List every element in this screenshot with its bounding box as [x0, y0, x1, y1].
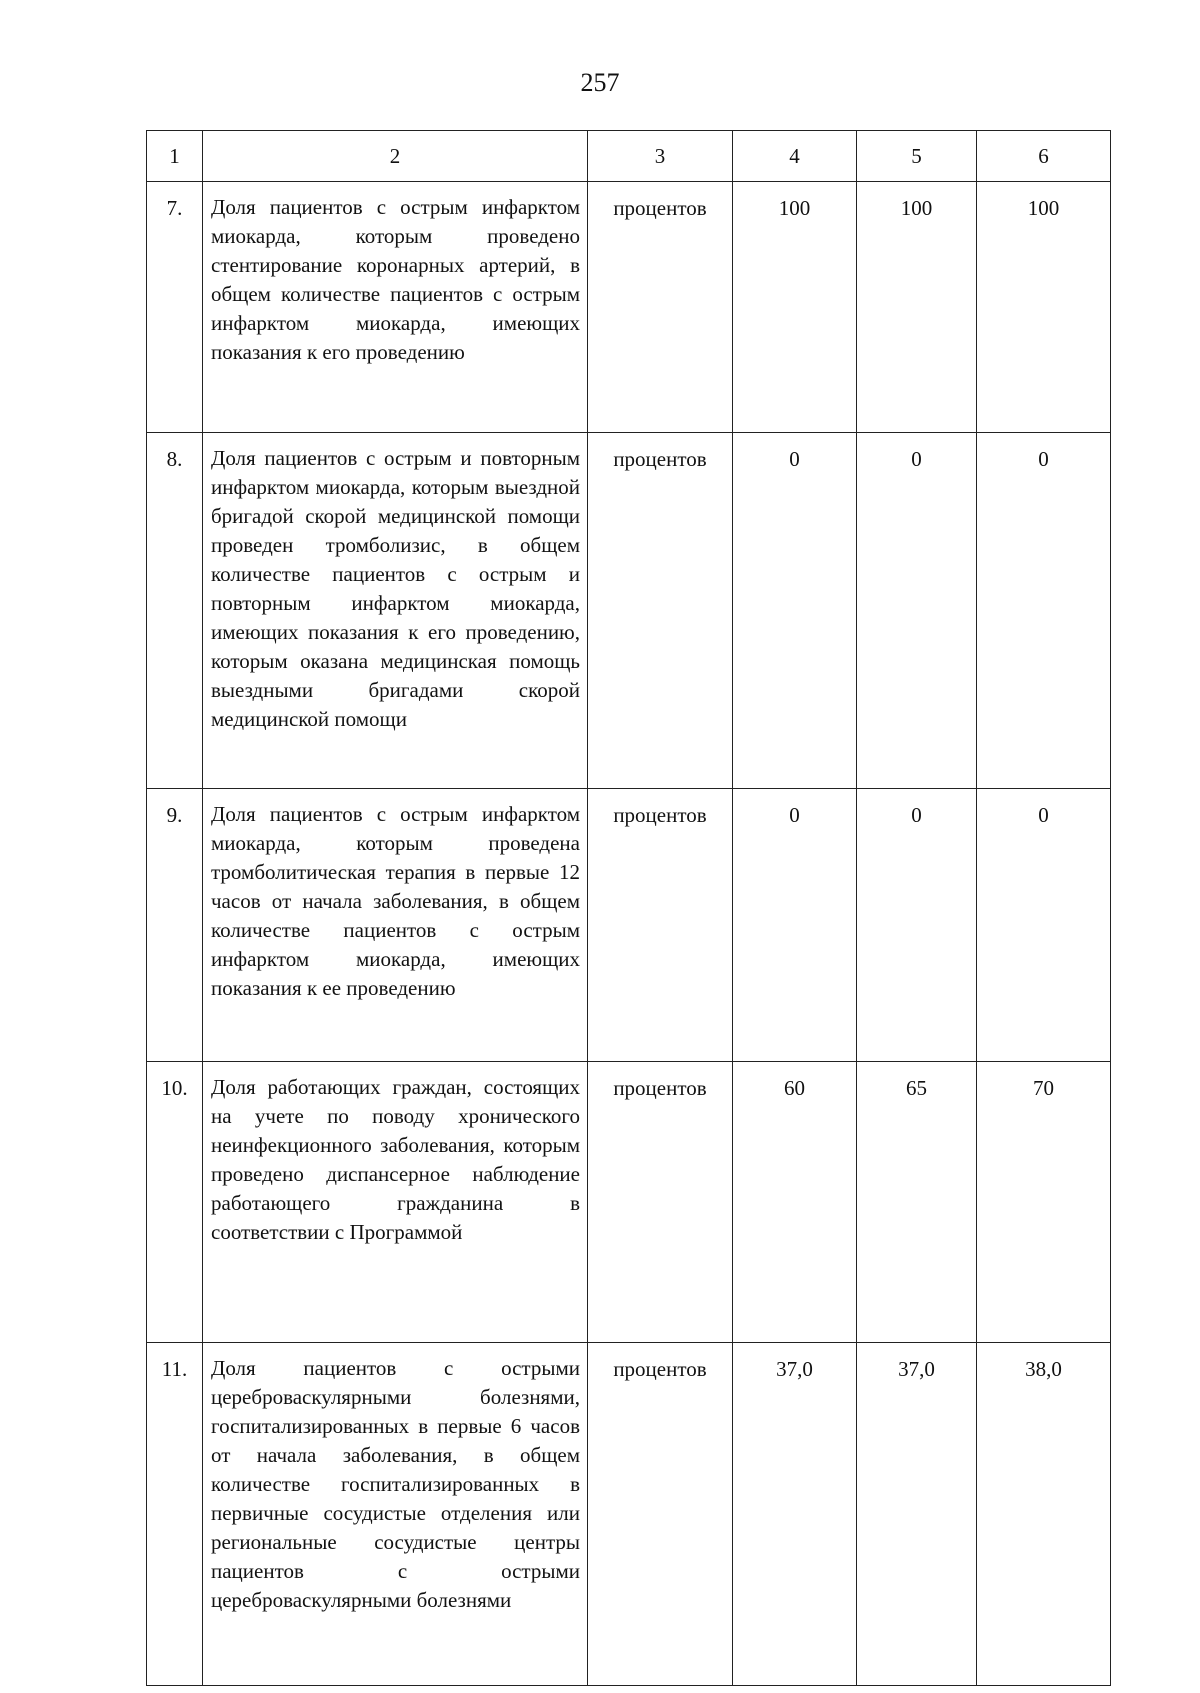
value-cell: 100 [977, 182, 1111, 433]
value-cell: 65 [857, 1062, 977, 1343]
row-number: 8. [147, 433, 203, 789]
row-number: 10. [147, 1062, 203, 1343]
value-cell: 0 [857, 789, 977, 1062]
unit-cell: процентов [588, 1343, 733, 1686]
table-row [147, 433, 1111, 789]
value-cell: 0 [977, 433, 1111, 789]
column-header: 2 [203, 131, 588, 182]
value-cell: 0 [733, 789, 857, 1062]
page-number: 257 [580, 68, 620, 97]
indicator-description: Доля пациентов с острым инфарктом миокарда, которым проведена тромболитическая терапия в первые 12 часов от начала заболевания, в общем количестве пациентов с острым инфарктом миокарда, имеющих показания к ее проведению [203, 789, 588, 1062]
column-header: 3 [588, 131, 733, 182]
value-cell: 38,0 [977, 1343, 1111, 1686]
column-header: 4 [733, 131, 857, 182]
unit-cell: процентов [588, 789, 733, 1062]
row-number: 9. [147, 789, 203, 1062]
table-row [147, 1062, 1111, 1343]
value-cell: 0 [977, 789, 1111, 1062]
value-cell: 37,0 [733, 1343, 857, 1686]
unit-cell: процентов [588, 1062, 733, 1343]
value-cell: 0 [857, 433, 977, 789]
column-header: 6 [977, 131, 1111, 182]
row-number: 11. [147, 1343, 203, 1686]
unit-cell: процентов [588, 182, 733, 433]
indicators-table [146, 130, 1111, 1686]
table-row [147, 182, 1111, 433]
value-cell: 70 [977, 1062, 1111, 1343]
unit-cell: процентов [588, 433, 733, 789]
indicator-description: Доля пациентов с острым и повторным инфарктом миокарда, которым выездной бригадой скорой медицинской помощи проведен тромболизис, в общем количестве пациентов с острым и повторным инфарктом миокарда, имеющих показания к его проведению, которым оказана медицинская помощь выездными бригадами скорой медицинской помощи [203, 433, 588, 789]
table-row [147, 789, 1111, 1062]
indicator-description: Доля пациентов с острым инфарктом миокарда, которым проведено стентирование коронарных артерий, в общем количестве пациентов с острым инфарктом миокарда, имеющих показания к его проведению [203, 182, 588, 433]
column-header: 5 [857, 131, 977, 182]
table-header-row [147, 131, 1111, 182]
value-cell: 60 [733, 1062, 857, 1343]
indicator-description: Доля работающих граждан, состоящих на учете по поводу хронического неинфекционного заболевания, которым проведено диспансерное наблюдение работающего гражданина в соответствии с Программой [203, 1062, 588, 1343]
value-cell: 0 [733, 433, 857, 789]
value-cell: 100 [733, 182, 857, 433]
column-header: 1 [147, 131, 203, 182]
indicator-description: Доля пациентов с острыми цереброваскулярными болезнями, госпитализированных в первые 6 часов от начала заболевания, в общем количестве госпитализированных в первичные сосудистые отделения или региональные сосудистые центры пациентов с острыми цереброваскулярными болезнями [203, 1343, 588, 1686]
value-cell: 100 [857, 182, 977, 433]
table-row [147, 1343, 1111, 1686]
value-cell: 37,0 [857, 1343, 977, 1686]
row-number: 7. [147, 182, 203, 433]
